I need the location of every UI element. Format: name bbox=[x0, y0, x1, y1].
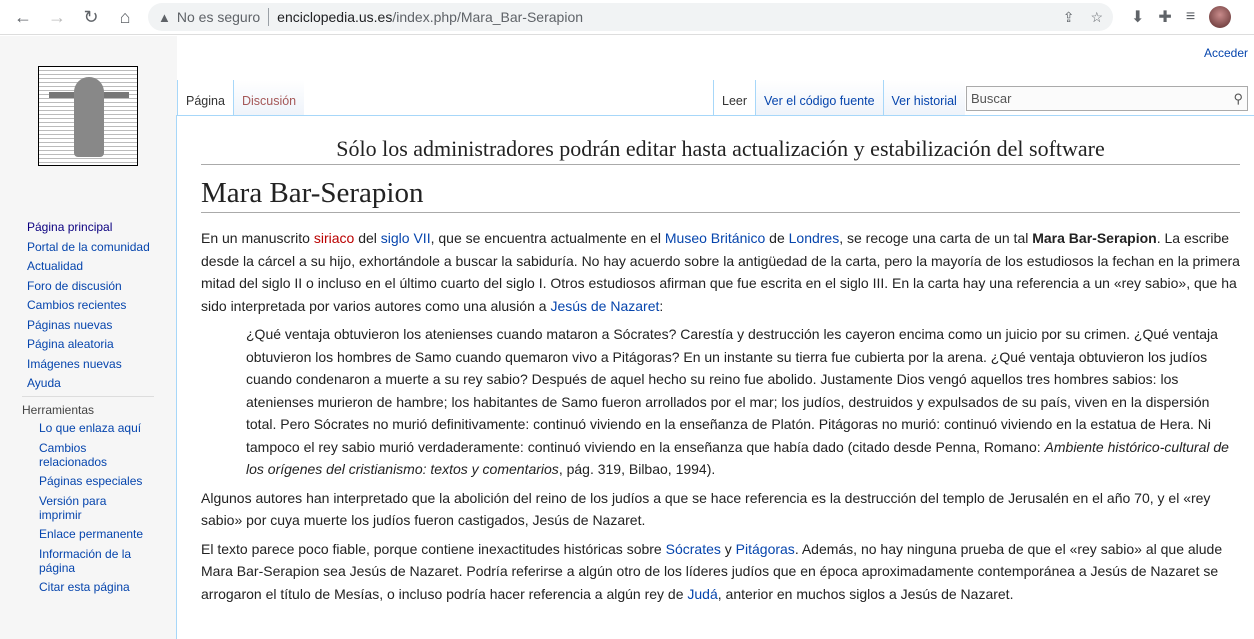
text: y bbox=[720, 540, 736, 557]
tab[interactable] bbox=[233, 80, 304, 116]
bold-term: Mara Bar-Serapion bbox=[1032, 230, 1157, 246]
navigation bbox=[27, 218, 150, 394]
star-icon[interactable]: ☆ bbox=[1090, 8, 1103, 25]
page-title: Mara Bar-Serapion bbox=[201, 165, 1240, 213]
sidebar-item bbox=[27, 218, 150, 238]
sidebar-link[interactable]: Ayuda bbox=[27, 376, 61, 390]
tab-label[interactable]: Discusión bbox=[241, 94, 297, 108]
tool-item bbox=[39, 474, 149, 488]
home-icon[interactable]: ⌂ bbox=[119, 6, 131, 27]
sidebar-link[interactable]: Página principal bbox=[27, 220, 113, 234]
forward-icon[interactable]: → bbox=[48, 6, 66, 27]
tool-link[interactable]: Versión para imprimir bbox=[39, 493, 107, 522]
text: , se recoge una carta de un tal bbox=[839, 230, 1033, 246]
tools-heading: Herramientas bbox=[22, 403, 95, 417]
sidebar bbox=[0, 36, 177, 639]
tool-item bbox=[39, 527, 149, 541]
paragraph bbox=[201, 487, 1240, 532]
back-icon[interactable]: ← bbox=[14, 6, 32, 27]
text: . La escribe desde la cárcel a su hijo, exhortándole a buscar la sabiduría. No hay acuerdo sobre la antigüedad de la carta, pero la mayoría de los estudiosos la fechan en la primera mitad del siglo II o incluso en el último cuarto del siglo I. Otros estudiosos afirman que fue escrita en el siglo III. En la carta hay una referencia a un «rey sabio», que ha sido interpretada por varios autores como una alusión a bbox=[201, 230, 1240, 314]
sidebar-item bbox=[27, 374, 150, 394]
sidebar-item bbox=[27, 296, 150, 316]
tab-label[interactable]: Leer bbox=[722, 94, 748, 108]
url-host: enciclopedia.us.es bbox=[277, 9, 393, 25]
search-placeholder: Buscar bbox=[971, 91, 1012, 106]
tool-item bbox=[39, 547, 149, 575]
sidebar-link[interactable]: Actualidad bbox=[27, 259, 84, 273]
text: . Además, no hay ninguna prueba de que el «rey sabio» al que alude Mara Bar-Serapion sea Jesús de Nazaret. Podría referirse a algún otro de los líderes judíos que en época aproximadamente contemporánea a Jesús de Nazaret se arrogaron el título de Mesías, o incluso podría hacer referencia a algún rey de bbox=[201, 540, 1223, 602]
search-icon[interactable]: ⚲ bbox=[1233, 91, 1243, 106]
address-bar[interactable] bbox=[148, 3, 1113, 31]
text: En un manuscrito bbox=[201, 230, 314, 246]
sidebar-item bbox=[27, 316, 150, 336]
content bbox=[176, 115, 1254, 639]
text: , que se encuentra actualmente en el bbox=[430, 230, 665, 246]
sidebar-item bbox=[27, 355, 150, 375]
sidebar-link[interactable]: Páginas nuevas bbox=[27, 317, 113, 332]
article-link[interactable]: siriaco bbox=[313, 230, 355, 246]
italic-title: Ambiente histórico-cultural de los orígenes del cristianismo: textos y comentarios bbox=[246, 438, 1229, 477]
download-icon[interactable]: ⬇ bbox=[1131, 9, 1145, 26]
text: El texto parece poco fiable, porque contiene inexactitudes históricas sobre bbox=[201, 540, 666, 557]
tool-link[interactable]: Cambios relacionados bbox=[39, 440, 108, 469]
tool-link[interactable]: Enlace permanente bbox=[39, 527, 144, 541]
text: : bbox=[659, 297, 664, 314]
divider bbox=[268, 8, 269, 26]
article-link[interactable]: Judá bbox=[687, 585, 718, 602]
sidebar-item bbox=[27, 335, 150, 355]
tab[interactable] bbox=[177, 80, 233, 116]
article-link[interactable]: Londres bbox=[788, 230, 840, 246]
text: , pág. 319, Bilbao, 1994). bbox=[558, 461, 716, 477]
paragraph bbox=[201, 227, 1240, 317]
sidebar-item bbox=[27, 238, 150, 258]
avatar[interactable] bbox=[1209, 6, 1231, 28]
divider bbox=[22, 396, 154, 397]
site-notice: Sólo los administradores podrán editar hasta actualización y estabilización del software bbox=[201, 136, 1240, 165]
sidebar-link[interactable]: Portal de la comunidad bbox=[27, 239, 150, 254]
security-label[interactable]: No es seguro bbox=[176, 9, 261, 25]
browser-toolbar bbox=[0, 0, 1254, 35]
sidebar-item bbox=[27, 257, 150, 277]
media-icon[interactable]: ≡ bbox=[1185, 8, 1196, 25]
tab[interactable] bbox=[713, 80, 755, 116]
tab[interactable] bbox=[755, 80, 883, 116]
tab-label[interactable]: Ver el código fuente bbox=[764, 94, 875, 108]
view-tabs bbox=[713, 80, 965, 116]
logo[interactable] bbox=[38, 66, 138, 166]
article-link[interactable]: siglo VII bbox=[380, 230, 431, 246]
text: del bbox=[354, 230, 381, 246]
namespace-tabs bbox=[177, 80, 304, 116]
sidebar-link[interactable]: Imágenes nuevas bbox=[27, 356, 122, 371]
sidebar-item bbox=[27, 277, 150, 297]
tab-label[interactable]: Ver historial bbox=[891, 94, 957, 108]
article-link[interactable]: Museo Británico bbox=[664, 230, 766, 246]
tool-item bbox=[39, 441, 149, 469]
url-path: /index.php/Mara_Bar-Serapion bbox=[392, 9, 584, 25]
login-link[interactable]: Acceder bbox=[1203, 46, 1248, 60]
article-link[interactable]: Sócrates bbox=[665, 540, 721, 557]
sidebar-link[interactable]: Foro de discusión bbox=[27, 278, 122, 293]
tool-link[interactable]: Páginas especiales bbox=[39, 474, 143, 488]
text: , anterior en muchos siglos a Jesús de Nazaret. bbox=[717, 585, 1014, 602]
tools-list bbox=[39, 421, 149, 600]
tool-link[interactable]: Lo que enlaza aquí bbox=[39, 421, 142, 435]
share-icon[interactable]: ⇪ bbox=[1062, 8, 1075, 25]
article-link[interactable]: Pitágoras bbox=[735, 540, 795, 557]
text: Algunos autores han interpretado que la abolición del reino de los judíos a que se hace referencia es la destrucción del templo de Jerusalén en el año 70, y el «rey sabio» por cuya muerte los judíos fueron castigados, Jesús de Nazaret. bbox=[201, 489, 1211, 528]
tool-item bbox=[39, 421, 149, 435]
tool-link[interactable]: Citar esta página bbox=[39, 580, 130, 594]
text: de bbox=[765, 230, 789, 246]
tool-link[interactable]: Información de la página bbox=[39, 546, 132, 575]
reload-icon[interactable]: ↻ bbox=[83, 6, 99, 27]
sidebar-link[interactable]: Página aleatoria bbox=[27, 337, 114, 351]
text: ¿Qué ventaja obtuvieron los atenienses cuando mataron a Sócrates? Carestía y destrucción les cayeron encima como un juicio por su crimen. ¿Qué ventaja obtuvieron los hombres de Samo cuando quemaron vivo a Pitágoras? En un instante su tierra fue cubierta por la arena. ¿Qué ventaja obtuvieron los judíos cuando condenaron a muerte a su rey sabio? Después de aquel hecho su reino fue abolido. Justamente Dios vengó aquellos tres hombres sabios: los atenienses murieron de hambre; los habitantes de Samo fueron arrollados por el mar; los judíos, destruidos y expulsados de su país, viven en la dispersión total. Pero Sócrates no murió definitivamente: continuó viviendo en la enseñanza de Platón. Pitágoras no murió: continuó viviendo en la estatua de Hera. Ni tampoco el rey sabio murió verdaderamente: continuó viviendo en la enseñanza que había dado (citado desde Penna, Romano: bbox=[246, 326, 1218, 455]
article-body bbox=[201, 227, 1240, 605]
tool-item bbox=[39, 494, 149, 522]
extensions-icon[interactable]: ✚ bbox=[1158, 9, 1172, 26]
tab-label[interactable]: Página bbox=[186, 94, 225, 108]
article-link[interactable]: Jesús de Nazaret bbox=[550, 297, 660, 314]
tool-item bbox=[39, 580, 149, 594]
search-input[interactable] bbox=[966, 86, 1248, 111]
tab[interactable] bbox=[883, 80, 965, 116]
quote bbox=[246, 323, 1240, 481]
paragraph bbox=[201, 538, 1240, 606]
sidebar-link[interactable]: Cambios recientes bbox=[27, 298, 127, 312]
warning-icon: ▲ bbox=[158, 9, 171, 25]
